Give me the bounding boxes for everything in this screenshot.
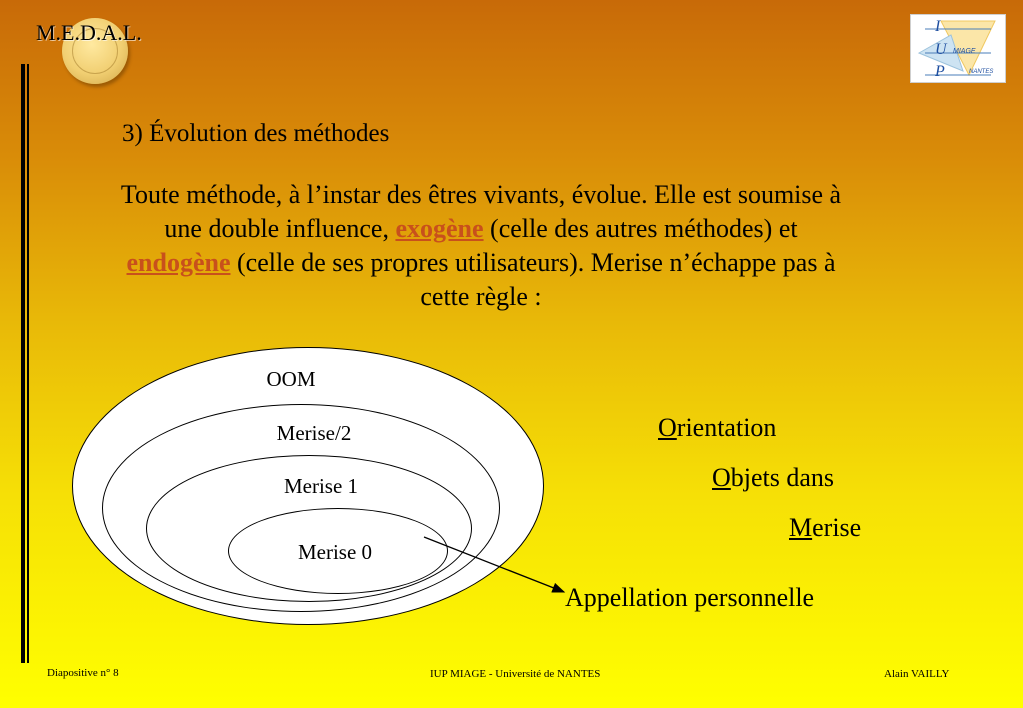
logo-text-miage: MIAGE — [953, 48, 976, 55]
acronym-line-orientation — [658, 413, 776, 443]
acronym-initial-o2: O — [712, 463, 731, 492]
label-merise-2: Merise/2 — [276, 421, 352, 445]
logo-letter-u: U — [935, 41, 947, 58]
logo-letter-i: I — [935, 18, 941, 35]
acronym-rest-merise: erise — [812, 513, 862, 542]
paragraph-text-3: (celle de ses propres utilisateurs). Merise n’échappe pas à cette règle : — [230, 248, 836, 311]
keyword-endogene-link[interactable]: endogène — [126, 248, 231, 277]
label-oom: OOM — [266, 367, 316, 391]
brand-title: M.E.D.A.L. — [36, 20, 142, 45]
footer-author: Alain VAILLY — [884, 668, 950, 680]
label-merise-0: Merise 0 — [297, 540, 373, 564]
annotation-label: Appellation personnelle — [565, 583, 815, 612]
paragraph-text-2: (celle des autres méthodes) et — [483, 214, 798, 243]
acronym-rest-objets: bjets dans — [730, 463, 835, 492]
acronym-line-objets — [712, 463, 834, 493]
acronym-initial-m: M — [789, 513, 813, 542]
footer-institution: IUP MIAGE - Université de NANTES — [430, 668, 601, 680]
acronym-initial-o1: O — [658, 413, 677, 442]
acronym-rest-orientation: rientation — [676, 413, 777, 442]
footer-slide-number: Diapositive n° 8 — [47, 667, 119, 679]
paragraph-text-1: Toute méthode, à l’instar des êtres vivants, évolue. Elle est soumise à une double influence, — [120, 180, 842, 243]
keyword-exogene-link[interactable]: exogène — [395, 214, 484, 243]
acronym-line-merise — [789, 513, 861, 543]
label-merise-1: Merise 1 — [283, 474, 359, 498]
logo-text-nantes: NANTES — [969, 69, 994, 75]
section-title: 3) Évolution des méthodes — [122, 120, 390, 147]
logo-letter-p: P — [935, 63, 945, 80]
